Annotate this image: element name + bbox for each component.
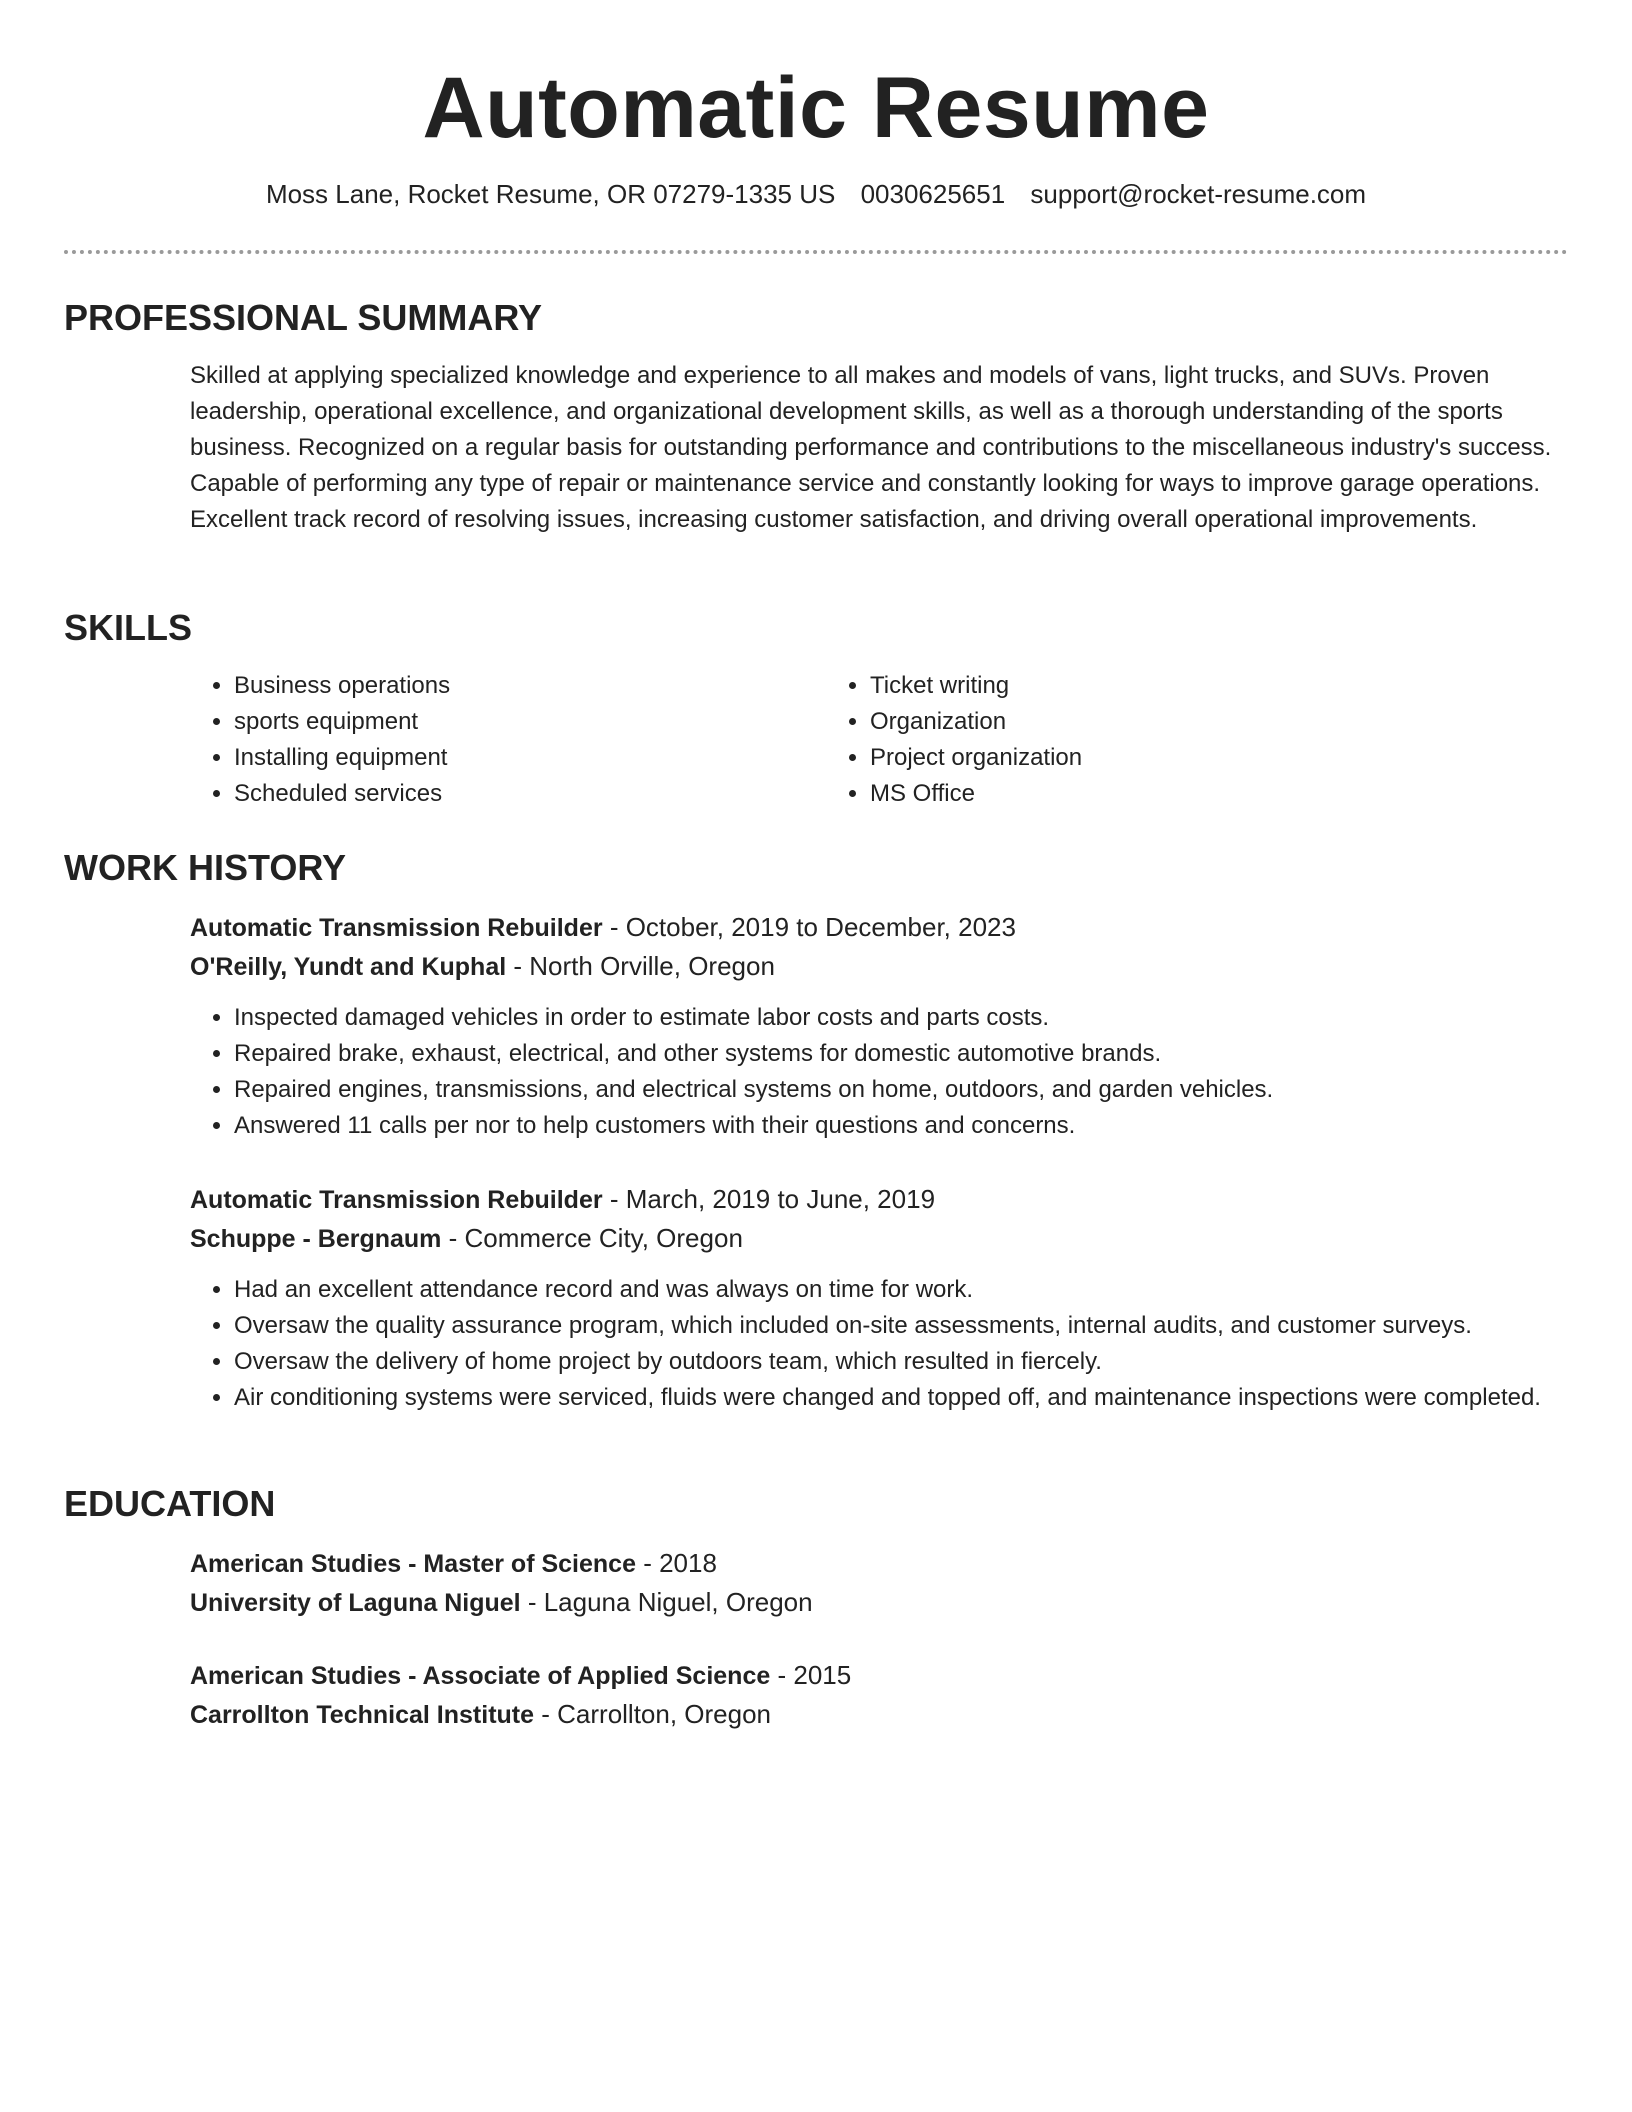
job-location: North Orville, Oregon — [529, 951, 775, 981]
job-bullets — [190, 1272, 1568, 1416]
education-entry — [64, 1656, 1568, 1734]
education-school: University of Laguna Niguel — [190, 1589, 521, 1617]
education-year: 2018 — [659, 1548, 717, 1578]
job-company-line: Schuppe - Bergnaum - Commerce City, Oregon — [190, 1223, 743, 1253]
skill-item: • Ticket writing — [870, 668, 1566, 704]
skill-item: • Installing equipment — [234, 740, 826, 776]
job-bullet: • Air conditioning systems were serviced, fluids were changed and topped off, and maintenance inspections were completed. — [234, 1380, 1568, 1416]
education-location: Laguna Niguel, Oregon — [543, 1587, 813, 1617]
education-location: Carrollton, Oregon — [557, 1699, 772, 1729]
job-dates: October, 2019 to December, 2023 — [625, 912, 1016, 942]
work-section — [64, 846, 1568, 1416]
work-heading: WORK HISTORY — [64, 847, 347, 888]
summary-text: Skilled at applying specialized knowledge and experience to all makes and models of vans, light trucks, and SUVs. Proven leadership, operational excellence, and organizational development skills, as well as a thorough understanding of the sports business. Recognized on a regular basis for outstanding performance and contributions to the miscellaneous industry's success. Capable of performing any type of repair or maintenance service and constantly looking for ways to improve garage operations. Excellent track record of resolving issues, increasing customer satisfaction, and driving overall operational improvements. — [190, 362, 1552, 533]
job-company-line: O'Reilly, Yundt and Kuphal - North Orville, Oregon — [190, 951, 775, 981]
skill-item: • MS Office — [870, 776, 1566, 812]
education-year: 2015 — [793, 1660, 852, 1690]
skills-section — [64, 606, 1568, 812]
summary-section — [64, 296, 1568, 538]
skill-item: • sports equipment — [234, 704, 826, 740]
skills-list-left — [190, 668, 826, 812]
education-section — [64, 1482, 1568, 1734]
job-entry — [64, 908, 1568, 1144]
education-degree-line: American Studies - Master of Science - 2018 — [190, 1548, 717, 1578]
education-degree-line: American Studies - Associate of Applied Science - 2015 — [190, 1660, 852, 1690]
job-title-line: Automatic Transmission Rebuilder - October, 2019 to December, 2023 — [190, 912, 1016, 942]
education-entry — [64, 1544, 1568, 1622]
job-bullet: • Repaired engines, transmissions, and electrical systems on home, outdoors, and garden vehicles. — [234, 1072, 1568, 1108]
job-location: Commerce City, Oregon — [464, 1223, 743, 1253]
job-dates: March, 2019 to June, 2019 — [625, 1184, 936, 1214]
skills-grid — [190, 668, 1568, 812]
job-bullet: • Repaired brake, exhaust, electrical, and other systems for domestic automotive brands. — [234, 1036, 1568, 1072]
education-degree: American Studies - Associate of Applied Science — [190, 1662, 771, 1690]
contact-address: Moss Lane, Rocket Resume, OR 07279-1335 US — [265, 179, 836, 209]
contact-phone: 0030625651 — [860, 179, 1006, 209]
education-degree: American Studies - Master of Science — [190, 1550, 636, 1578]
education-school-line: Carrollton Technical Institute - Carrollton, Oregon — [190, 1699, 772, 1729]
skill-item: • Business operations — [234, 668, 826, 704]
skill-item: • Scheduled services — [234, 776, 826, 812]
job-company: O'Reilly, Yundt and Kuphal — [190, 953, 507, 981]
job-role: Automatic Transmission Rebuilder — [190, 1186, 603, 1214]
job-role: Automatic Transmission Rebuilder — [190, 914, 603, 942]
skill-item: • Project organization — [870, 740, 1566, 776]
skills-list-right — [826, 668, 1566, 812]
skill-item: • Organization — [870, 704, 1566, 740]
summary-heading: PROFESSIONAL SUMMARY — [64, 297, 543, 338]
job-company: Schuppe - Bergnaum — [190, 1225, 442, 1253]
resume-name: Automatic Resume — [422, 60, 1210, 156]
job-bullet: • Oversaw the delivery of home project by outdoors team, which resulted in fiercely. — [234, 1344, 1568, 1380]
education-heading: EDUCATION — [64, 1483, 276, 1524]
education-school: Carrollton Technical Institute — [190, 1701, 535, 1729]
skills-heading: SKILLS — [64, 607, 193, 648]
job-title-line: Automatic Transmission Rebuilder - March, 2019 to June, 2019 — [190, 1184, 936, 1214]
resume-page — [64, 0, 1568, 1729]
header-divider — [64, 250, 1568, 254]
job-entry — [64, 1180, 1568, 1416]
job-bullet: • Had an excellent attendance record and was always on time for work. — [234, 1272, 1568, 1308]
job-bullet: • Oversaw the quality assurance program, which included on-site assessments, internal audits, and customer surveys. — [234, 1308, 1568, 1344]
job-bullets — [190, 1000, 1568, 1144]
contact-email: support@rocket-resume.com — [1030, 179, 1367, 209]
education-school-line: University of Laguna Niguel - Laguna Niguel, Oregon — [190, 1587, 813, 1617]
job-bullet: • Answered 11 calls per nor to help customers with their questions and concerns. — [234, 1108, 1568, 1144]
contact-line — [64, 178, 1568, 210]
job-bullet: • Inspected damaged vehicles in order to estimate labor costs and parts costs. — [234, 1000, 1568, 1036]
